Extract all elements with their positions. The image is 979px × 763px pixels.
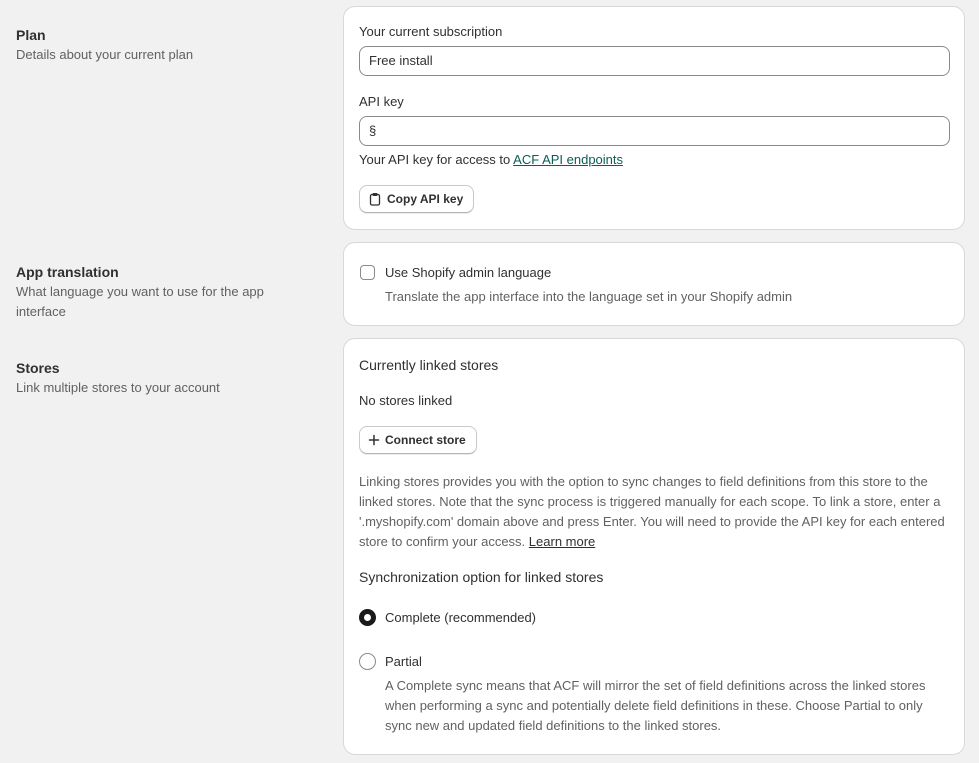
copy-api-key-label: Copy API key <box>387 192 464 206</box>
subscription-field[interactable]: Free install <box>359 46 950 76</box>
acf-api-endpoints-link[interactable]: ACF API endpoints <box>513 152 624 167</box>
partial-sync-radio[interactable] <box>359 653 376 670</box>
connect-store-label: Connect store <box>385 433 466 447</box>
api-key-help-text: Your API key for access to <box>359 152 514 167</box>
translation-section-description: What language you want to use for the app interface <box>16 284 264 319</box>
plan-section-description: Details about your current plan <box>16 47 194 62</box>
stores-section-title: Stores <box>16 360 60 376</box>
use-shopify-language-help: Translate the app interface into the language set in your Shopify admin <box>385 289 793 304</box>
learn-more-link[interactable]: Learn more <box>528 534 596 549</box>
no-stores-text: No stores linked <box>359 393 453 408</box>
complete-sync-label[interactable]: Complete (recommended) <box>385 610 537 625</box>
plan-card <box>343 6 965 230</box>
linking-info-text: Linking stores provides you with the option to sync changes to field definitions from this store to the linked stores. Note that the sync process is triggered manually for each scope. To link a store, enter a '.myshopify.com' domain above and press Enter. You will need to provide the API key for each entered store to confirm your access. <box>359 474 945 549</box>
copy-api-key-button[interactable] <box>359 185 474 213</box>
linked-stores-heading: Currently linked stores <box>359 357 499 373</box>
connect-store-button[interactable] <box>359 426 477 454</box>
subscription-label: Your current subscription <box>359 24 503 39</box>
clipboard-icon <box>368 192 382 206</box>
linking-info <box>359 472 951 552</box>
translation-section-title: App translation <box>16 264 119 280</box>
plan-section-title: Plan <box>16 27 46 43</box>
use-shopify-language-checkbox[interactable] <box>360 265 375 280</box>
use-shopify-language-label[interactable]: Use Shopify admin language <box>385 265 552 280</box>
api-key-label: API key <box>359 94 404 109</box>
stores-section-description: Link multiple stores to your account <box>16 380 220 395</box>
plus-icon <box>368 434 380 446</box>
partial-sync-label[interactable]: Partial <box>385 654 422 669</box>
sync-option-heading: Synchronization option for linked stores <box>359 569 604 585</box>
stores-card <box>343 338 965 755</box>
partial-sync-help: A Complete sync means that ACF will mirror the set of field definitions across the linked stores when performing a sync and potentially delete field definitions in these. Choose Partial to only sync new and updated field definitions to the linked stores. <box>385 678 926 733</box>
api-key-help <box>359 152 623 167</box>
complete-sync-radio[interactable] <box>359 609 376 626</box>
translation-card <box>343 242 965 326</box>
api-key-field[interactable]: § <box>359 116 950 146</box>
